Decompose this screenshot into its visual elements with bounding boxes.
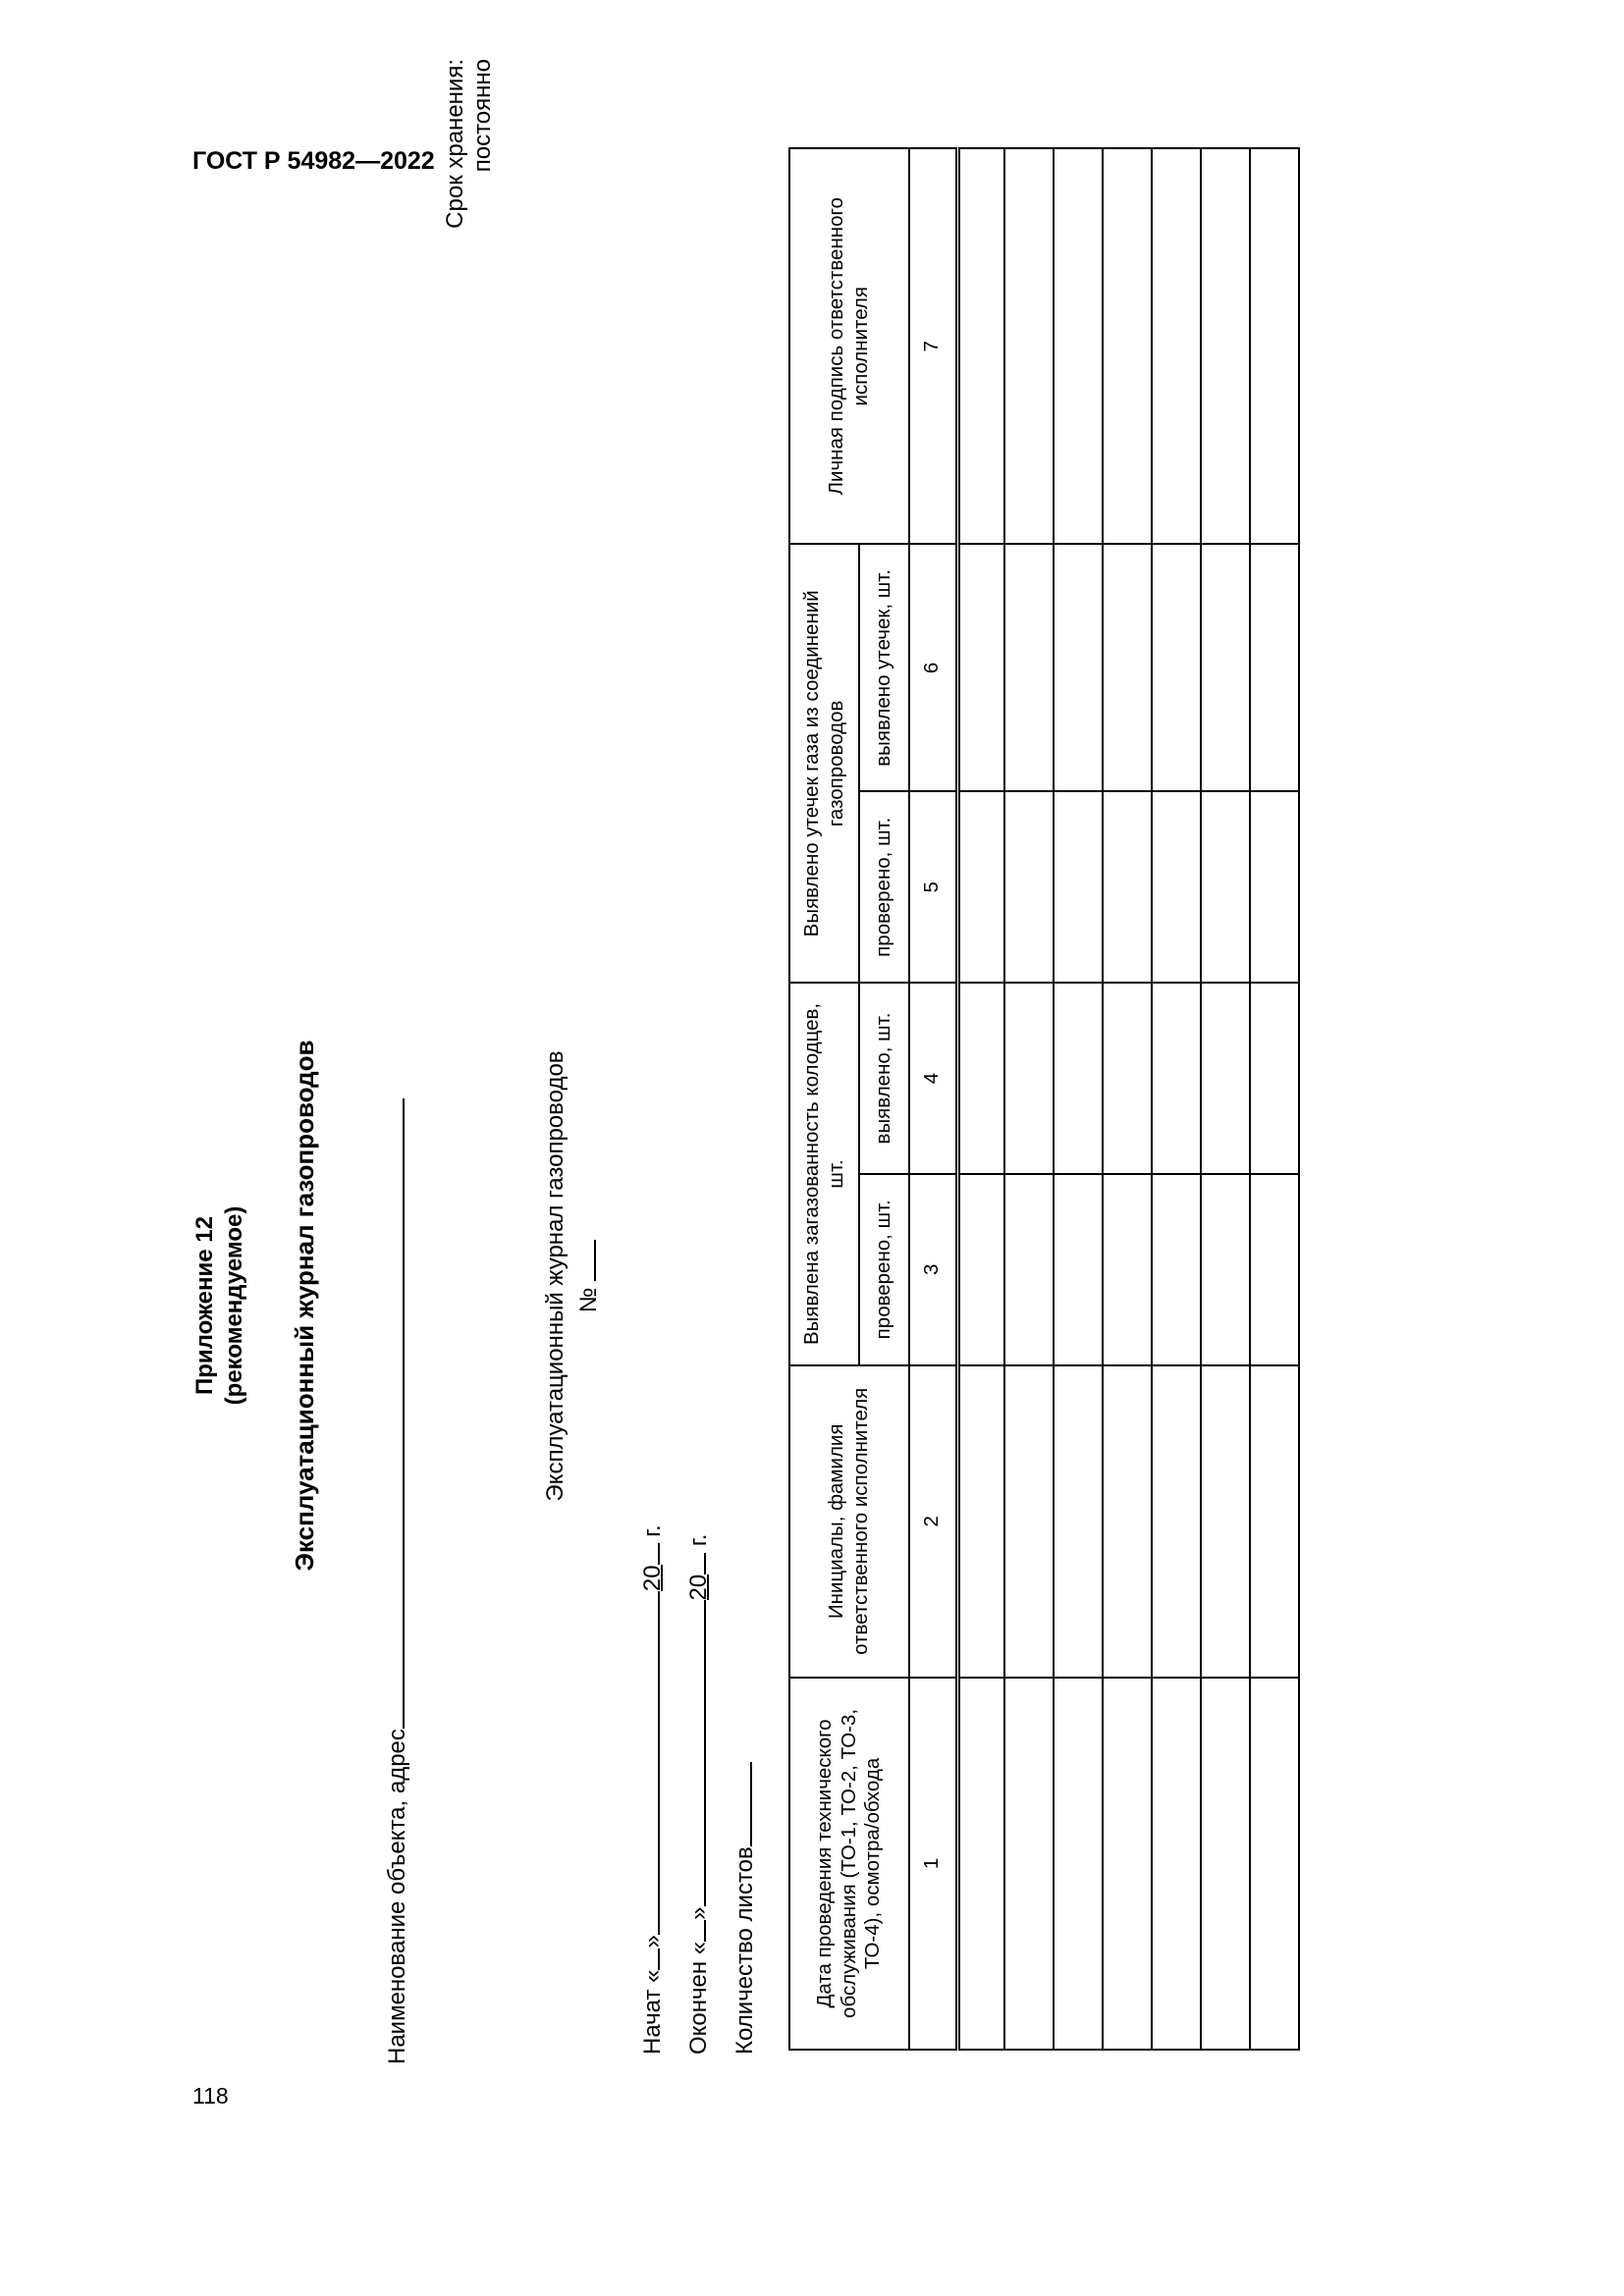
storage-value: постоянно	[469, 59, 496, 173]
cell[interactable]	[1201, 791, 1250, 983]
cell[interactable]	[1054, 148, 1103, 544]
cell[interactable]	[1054, 1174, 1103, 1365]
end-label: Окончен «	[685, 1941, 712, 2055]
cell[interactable]	[1152, 1174, 1201, 1365]
header-date: Дата проведения технического обслуживания (ТО-1, ТО-2, ТО-3, ТО-4), осмотра/обхода	[789, 1678, 909, 2050]
table-row	[1152, 148, 1201, 2050]
annex-title: Приложение 12	[191, 1216, 218, 1395]
cell[interactable]	[1201, 1174, 1250, 1365]
table-row	[1103, 148, 1152, 2050]
column-number-row	[909, 148, 957, 2050]
end-month-field[interactable]	[682, 1600, 706, 1906]
object-line	[381, 1098, 411, 2064]
cell[interactable]	[1152, 148, 1201, 544]
cell[interactable]	[1201, 1678, 1250, 2050]
journal-number-line	[572, 933, 603, 1620]
cell[interactable]	[1054, 791, 1103, 983]
start-label: Начат «	[639, 1969, 666, 2055]
header-name: Инициалы, фамилия ответственного исполнителя	[789, 1365, 909, 1678]
table-row	[957, 148, 1004, 2050]
cell[interactable]	[1103, 1174, 1152, 1365]
cell[interactable]	[1250, 791, 1299, 983]
standard-code: ГОСТ Р 54982—2022	[192, 147, 435, 175]
start-year-field[interactable]	[636, 1543, 660, 1565]
end-day-field[interactable]	[682, 1920, 706, 1942]
col-number: 6	[909, 544, 957, 791]
journal-table	[788, 147, 1300, 2051]
object-input-line[interactable]	[381, 1098, 405, 1729]
sheets-label: Количество листов	[731, 1846, 758, 2055]
cell[interactable]	[1103, 148, 1152, 544]
cell[interactable]	[1201, 983, 1250, 1174]
cell[interactable]	[1250, 1174, 1299, 1365]
table-row	[1250, 148, 1299, 2050]
journal-number-field[interactable]	[572, 1240, 596, 1281]
header-wells: Выявлена загазованность колодцев, шт.	[789, 983, 859, 1365]
end-line	[682, 1534, 713, 2055]
cell[interactable]	[1103, 1365, 1152, 1678]
cell[interactable]	[1250, 1678, 1299, 2050]
cell[interactable]	[957, 544, 1004, 791]
journal-heading: Эксплуатационный журнал газопроводов	[290, 1040, 319, 1572]
subheader-wells-checked: проверено, шт.	[859, 1174, 909, 1365]
end-year-suffix: г.	[685, 1533, 712, 1547]
cell[interactable]	[1103, 1678, 1152, 2050]
cell[interactable]	[1103, 544, 1152, 791]
table-row	[1201, 148, 1250, 2050]
header-signature: Личная подпись ответственного исполнителя	[789, 148, 909, 544]
col-number: 1	[909, 1678, 957, 2050]
cell[interactable]	[1054, 1365, 1103, 1678]
cell[interactable]	[1004, 983, 1054, 1174]
col-number: 3	[909, 1174, 957, 1365]
cell[interactable]	[957, 1174, 1004, 1365]
cell[interactable]	[1250, 544, 1299, 791]
table-row	[1004, 148, 1054, 2050]
sheets-line	[729, 1762, 759, 2055]
start-day-field[interactable]	[636, 1949, 660, 1970]
start-month-field[interactable]	[636, 1591, 660, 1935]
cell[interactable]	[1201, 544, 1250, 791]
end-quote: »	[685, 1906, 712, 1920]
cell[interactable]	[1004, 791, 1054, 983]
cell[interactable]	[1054, 1678, 1103, 2050]
col-number: 7	[909, 148, 957, 544]
cell[interactable]	[1250, 983, 1299, 1174]
cell[interactable]	[1054, 544, 1103, 791]
storage-label: Срок хранения:	[442, 59, 468, 229]
cell[interactable]	[957, 791, 1004, 983]
cell[interactable]	[1152, 791, 1201, 983]
start-quote: »	[639, 1935, 666, 1949]
cell[interactable]	[1201, 1365, 1250, 1678]
cell[interactable]	[1004, 1174, 1054, 1365]
start-line	[636, 1524, 667, 2055]
cell[interactable]	[1152, 1365, 1201, 1678]
header-leaks: Выявлено утечек газа из соединений газопроводов	[789, 544, 859, 983]
col-number: 2	[909, 1365, 957, 1678]
start-year-suffix: г.	[639, 1524, 666, 1537]
end-year-prefix: 20	[685, 1574, 712, 1601]
journal-name: Эксплуатационный журнал газопроводов	[542, 1050, 568, 1502]
cell[interactable]	[957, 983, 1004, 1174]
cell[interactable]	[1152, 983, 1201, 1174]
rotated-form-page	[0, 59, 1375, 2110]
end-year-field[interactable]	[682, 1553, 706, 1575]
cell[interactable]	[1250, 1365, 1299, 1678]
cell[interactable]	[1103, 791, 1152, 983]
cell[interactable]	[1004, 1678, 1054, 2050]
col-number: 5	[909, 791, 957, 983]
cell[interactable]	[1004, 148, 1054, 544]
cell[interactable]	[1054, 983, 1103, 1174]
annex-status: (рекомендуемое)	[221, 1205, 247, 1406]
cell[interactable]	[1103, 983, 1152, 1174]
cell[interactable]	[1004, 1365, 1054, 1678]
cell[interactable]	[1201, 148, 1250, 544]
cell[interactable]	[957, 148, 1004, 544]
subheader-wells-found: выявлено, шт.	[859, 983, 909, 1174]
object-label: Наименование объекта, адрес	[384, 1729, 410, 2064]
cell[interactable]	[1152, 1678, 1201, 2050]
start-year-prefix: 20	[639, 1565, 666, 1592]
page-number: 118	[192, 2083, 229, 2109]
subheader-leaks-checked: проверено, шт.	[859, 791, 909, 983]
subheader-leaks-found: выявлено утечек, шт.	[859, 544, 909, 791]
col-number: 4	[909, 983, 957, 1174]
cell[interactable]	[957, 1365, 1004, 1678]
table-row	[1054, 148, 1103, 2050]
cell[interactable]	[957, 1678, 1004, 2050]
cell[interactable]	[1004, 544, 1054, 791]
cell[interactable]	[1250, 148, 1299, 544]
sheets-field[interactable]	[729, 1762, 752, 1846]
number-label: №	[575, 1287, 602, 1313]
table-header-row	[789, 148, 859, 2050]
cell[interactable]	[1152, 544, 1201, 791]
